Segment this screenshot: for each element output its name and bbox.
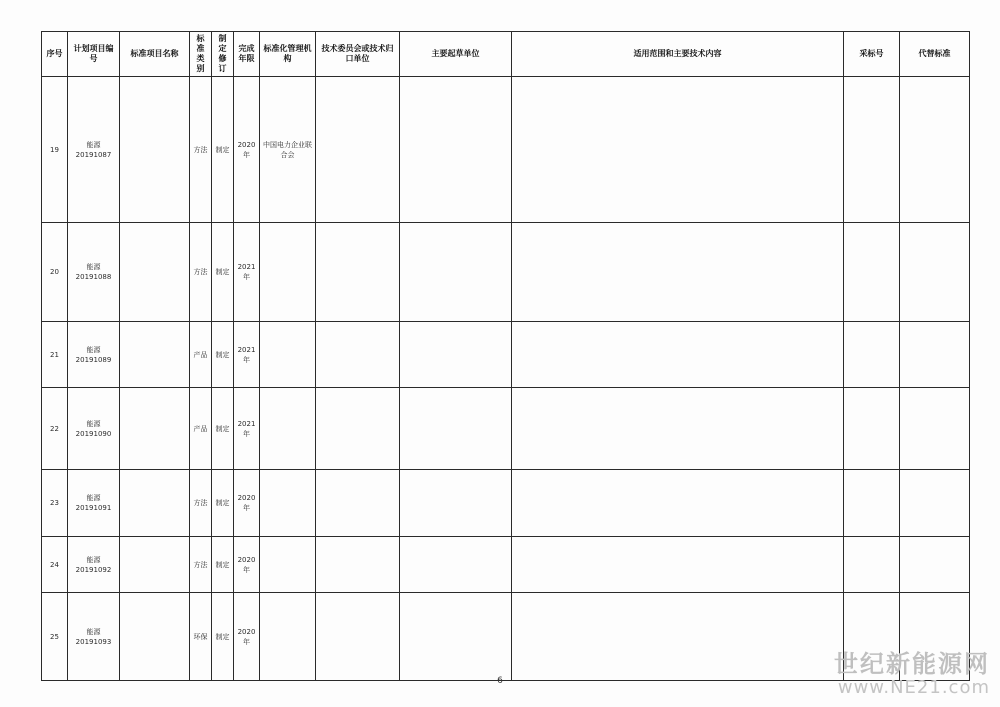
cell-committee xyxy=(316,593,400,681)
header-committee: 技术委员会或技术归口单位 xyxy=(316,32,400,77)
watermark-url: www.NE21.com xyxy=(837,677,990,698)
cell-adopt xyxy=(844,388,900,470)
cell-plan-no: 能源 20191088 xyxy=(68,223,120,322)
cell-category: 方法 xyxy=(190,77,212,223)
cell-name xyxy=(120,77,190,223)
cell-category: 产品 xyxy=(190,322,212,388)
cell-plan-no: 能源 20191093 xyxy=(68,593,120,681)
table-row xyxy=(42,77,970,223)
cell-scope xyxy=(512,77,844,223)
cell-drafter xyxy=(400,470,512,537)
cell-seq: 21 xyxy=(42,322,68,388)
cell-org xyxy=(260,388,316,470)
cell-make-revise: 制定 xyxy=(212,470,234,537)
cell-plan-no: 能源 20191089 xyxy=(68,322,120,388)
header-adopt: 采标号 xyxy=(844,32,900,77)
cell-scope xyxy=(512,223,844,322)
header-make-revise: 制定修订 xyxy=(212,32,234,77)
cell-replace xyxy=(900,537,970,593)
header-name: 标准项目名称 xyxy=(120,32,190,77)
cell-make-revise: 制定 xyxy=(212,388,234,470)
cell-org xyxy=(260,470,316,537)
cell-year: 2020年 xyxy=(234,77,260,223)
cell-category: 产品 xyxy=(190,388,212,470)
cell-replace xyxy=(900,223,970,322)
cell-seq: 25 xyxy=(42,593,68,681)
header-year: 完成年限 xyxy=(234,32,260,77)
cell-year: 2020年 xyxy=(234,537,260,593)
header-org: 标准化管理机构 xyxy=(260,32,316,77)
cell-category: 方法 xyxy=(190,223,212,322)
table-header-row xyxy=(42,32,970,77)
cell-category: 环保 xyxy=(190,593,212,681)
cell-drafter xyxy=(400,322,512,388)
cell-seq: 24 xyxy=(42,537,68,593)
header-plan-no: 计划项目编号 xyxy=(68,32,120,77)
cell-plan-no: 能源 20191090 xyxy=(68,388,120,470)
cell-org xyxy=(260,322,316,388)
cell-committee xyxy=(316,322,400,388)
table-row xyxy=(42,537,970,593)
table-row xyxy=(42,388,970,470)
cell-scope xyxy=(512,470,844,537)
header-drafter: 主要起草单位 xyxy=(400,32,512,77)
cell-make-revise: 制定 xyxy=(212,322,234,388)
cell-scope xyxy=(512,537,844,593)
cell-category: 方法 xyxy=(190,470,212,537)
cell-drafter xyxy=(400,388,512,470)
cell-drafter xyxy=(400,537,512,593)
cell-replace xyxy=(900,322,970,388)
cell-adopt xyxy=(844,322,900,388)
cell-year: 2021年 xyxy=(234,388,260,470)
cell-make-revise: 制定 xyxy=(212,77,234,223)
cell-committee xyxy=(316,537,400,593)
cell-category: 方法 xyxy=(190,537,212,593)
cell-year: 2021年 xyxy=(234,322,260,388)
cell-adopt xyxy=(844,470,900,537)
cell-name xyxy=(120,322,190,388)
cell-name xyxy=(120,470,190,537)
cell-org xyxy=(260,223,316,322)
cell-org: 中国电力企业联合会 xyxy=(260,77,316,223)
cell-plan-no: 能源 20191087 xyxy=(68,77,120,223)
header-seq: 序号 xyxy=(42,32,68,77)
cell-year: 2021年 xyxy=(234,223,260,322)
cell-committee xyxy=(316,77,400,223)
watermark-title: 世纪新能源网 xyxy=(834,650,990,678)
cell-replace xyxy=(900,77,970,223)
cell-scope xyxy=(512,322,844,388)
table-row xyxy=(42,470,970,537)
cell-replace xyxy=(900,470,970,537)
table-row xyxy=(42,223,970,322)
page-number: 6 xyxy=(497,676,503,686)
table-row xyxy=(42,322,970,388)
cell-name xyxy=(120,593,190,681)
cell-adopt xyxy=(844,223,900,322)
cell-seq: 19 xyxy=(42,77,68,223)
cell-name xyxy=(120,223,190,322)
cell-scope xyxy=(512,388,844,470)
cell-committee xyxy=(316,388,400,470)
watermark xyxy=(834,650,990,698)
cell-org xyxy=(260,537,316,593)
cell-adopt xyxy=(844,537,900,593)
header-scope: 适用范围和主要技术内容 xyxy=(512,32,844,77)
cell-year: 2020年 xyxy=(234,470,260,537)
header-category: 标准类别 xyxy=(190,32,212,77)
cell-committee xyxy=(316,223,400,322)
cell-make-revise: 制定 xyxy=(212,537,234,593)
cell-seq: 22 xyxy=(42,388,68,470)
cell-committee xyxy=(316,470,400,537)
cell-year: 2020年 xyxy=(234,593,260,681)
table-row xyxy=(42,593,970,681)
cell-scope xyxy=(512,593,844,681)
cell-name xyxy=(120,388,190,470)
cell-plan-no: 能源 20191091 xyxy=(68,470,120,537)
cell-drafter xyxy=(400,223,512,322)
header-replace: 代替标准 xyxy=(900,32,970,77)
cell-make-revise: 制定 xyxy=(212,223,234,322)
cell-drafter xyxy=(400,593,512,681)
cell-adopt xyxy=(844,77,900,223)
cell-org xyxy=(260,593,316,681)
cell-plan-no: 能源 20191092 xyxy=(68,537,120,593)
cell-make-revise: 制定 xyxy=(212,593,234,681)
cell-seq: 20 xyxy=(42,223,68,322)
cell-name xyxy=(120,537,190,593)
standards-table xyxy=(41,31,970,681)
cell-seq: 23 xyxy=(42,470,68,537)
cell-replace xyxy=(900,388,970,470)
cell-drafter xyxy=(400,77,512,223)
